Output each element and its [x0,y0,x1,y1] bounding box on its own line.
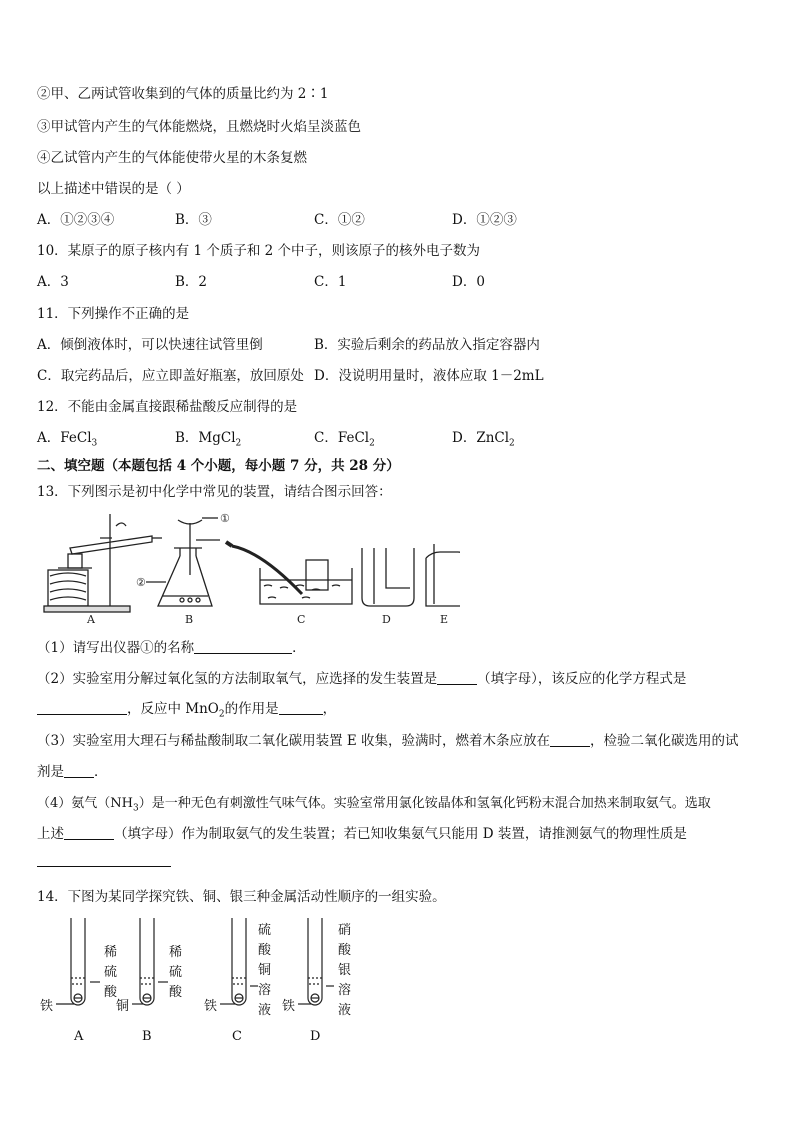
tube-c-metal: 铁 [204,999,218,1014]
q9-stem: 以上描述中错误的是（ ） [37,181,190,197]
q10-option-d: D．0 [452,274,485,290]
q11-option-a: A．倾倒液体时，可以快速往试管里倒 [37,337,263,353]
tube-d-label: D [310,1029,321,1044]
tube-a-metal: 铁 [40,999,54,1014]
fig-label-e: E [440,613,449,626]
tube-d-solution-1: 硝 [338,923,352,938]
fig-label-b: B [185,613,194,626]
q12-option-b: B．MgCl$_2$ [175,430,242,449]
tube-a-solution-1: 稀 [104,945,118,960]
tube-c-label: C [232,1029,242,1044]
fig-label-d: D [382,613,391,626]
fig-mark-2: ② [136,576,146,589]
tube-a-solution-2: 硫 [104,965,118,980]
q11-option-d: D．没说明用量时，液体应取 1－2mL [314,368,544,384]
q11-option-b: B．实验后剩余的药品放入指定容器内 [314,337,540,353]
q13-part-4-line-3 [37,852,171,869]
q13-part-2-line-1: （2）实验室用分解过氧化氢的方法制取氧气，应选择的发生装置是 （填字母），该反应的化学方程式是 [37,671,687,687]
q12-option-d: D．ZnCl$_2$ [452,430,515,449]
answer-blank[interactable] [37,700,127,715]
answer-blank[interactable] [64,763,94,778]
tube-c-solution-1: 硫 [258,923,272,938]
q14-test-tubes-figure [36,912,376,1048]
q9-statement-3: ③甲试管内产生的气体能燃烧，且燃烧时火焰呈淡蓝色 [37,119,361,135]
q13-part-1: （1）请写出仪器①的名称 ． [37,640,306,656]
q9-option-a: A．①②③④ [37,212,115,228]
tube-b-metal: 铜 [116,999,130,1014]
q13-part-4-line-1: （4）氨气$(NH_3)$是一种无色有刺激性气味气体。实验室常用氯化铵晶体和氢氧化钙粉末混合加热来制取氨气。选取 [37,796,711,814]
fig-mark-1: ① [220,512,230,525]
tube-b-solution-1: 稀 [169,945,183,960]
q9-statement-2: ②甲、乙两试管收集到的气体的质量比约为 2∶1 [37,86,329,102]
answer-blank[interactable] [279,700,323,715]
tube-d-solution-2: 酸 [338,943,352,958]
tube-c-solution-5: 液 [258,1003,272,1018]
tube-d-solution-4: 溶 [338,983,352,998]
answer-blank[interactable] [37,852,171,867]
q9-option-d: D．①②③ [452,212,517,228]
q12-stem: 12．不能由金属直接跟稀盐酸反应制得的是 [37,399,298,415]
q11-option-c: C．取完药品后，应立即盖好瓶塞，放回原处 [37,368,304,384]
tube-b-solution-3: 酸 [169,985,183,1000]
q13-apparatus-figure [40,508,460,626]
tube-c-solution-3: 铜 [258,963,272,978]
q9-statement-4: ④乙试管内产生的气体能使带火星的木条复燃 [37,150,307,166]
fig-label-a: A [87,613,95,626]
q10-stem: 10．某原子的原子核内有 1 个质子和 2 个中子，则该原子的核外电子数为 [37,243,481,259]
tube-c-solution-4: 溶 [258,983,272,998]
q13-part-3-line-1: （3）实验室用大理石与稀盐酸制取二氧化碳用装置 E 收集，验满时，燃着木条应放在 ，检验二氧化碳选用的试 [37,733,739,749]
answer-blank[interactable] [437,670,477,685]
tube-a-solution-3: 酸 [104,985,118,1000]
q10-option-b: B．2 [175,274,208,290]
tube-c-solution-2: 酸 [258,943,272,958]
q13-part-3-line-2: 剂是 ． [37,764,108,780]
tube-b-label: B [142,1029,152,1044]
q10-option-c: C．1 [314,274,347,290]
q9-option-c: C．①② [314,212,365,228]
answer-blank[interactable] [550,732,590,747]
q13-part-4-line-2: 上述 （填字母）作为制取氨气的发生装置；若已知收集氨气只能用 D 装置，请推测氨气的物理性质是 [37,826,687,842]
answer-blank[interactable] [194,639,292,654]
q13-stem: 13．下列图示是初中化学中常见的装置，请结合图示回答： [37,484,392,500]
q14-stem: 14．下图为某同学探究铁、铜、银三种金属活动性顺序的一组实验。 [37,889,446,905]
q9-option-b: B．③ [175,212,212,228]
q11-stem: 11．下列操作不正确的是 [37,306,190,322]
q10-option-a: A．3 [37,274,69,290]
fig-label-c: C [297,613,306,626]
q12-option-c: C．FeCl$_2$ [314,430,375,449]
q12-option-a: A．FeCl$_3$ [37,430,98,449]
tube-d-metal: 铁 [282,999,296,1014]
tube-a-label: A [74,1029,84,1044]
q13-part-2-line-2: ，反应中 MnO$_2$的作用是 ， [37,697,336,720]
tube-d-solution-5: 液 [338,1003,352,1018]
section-2-heading: 二、填空题（本题包括 4 个小题，每小题 7 分，共 28 分） [37,458,400,474]
answer-blank[interactable] [64,825,114,840]
tube-b-solution-2: 硫 [169,965,183,980]
tube-d-solution-3: 银 [338,963,352,978]
